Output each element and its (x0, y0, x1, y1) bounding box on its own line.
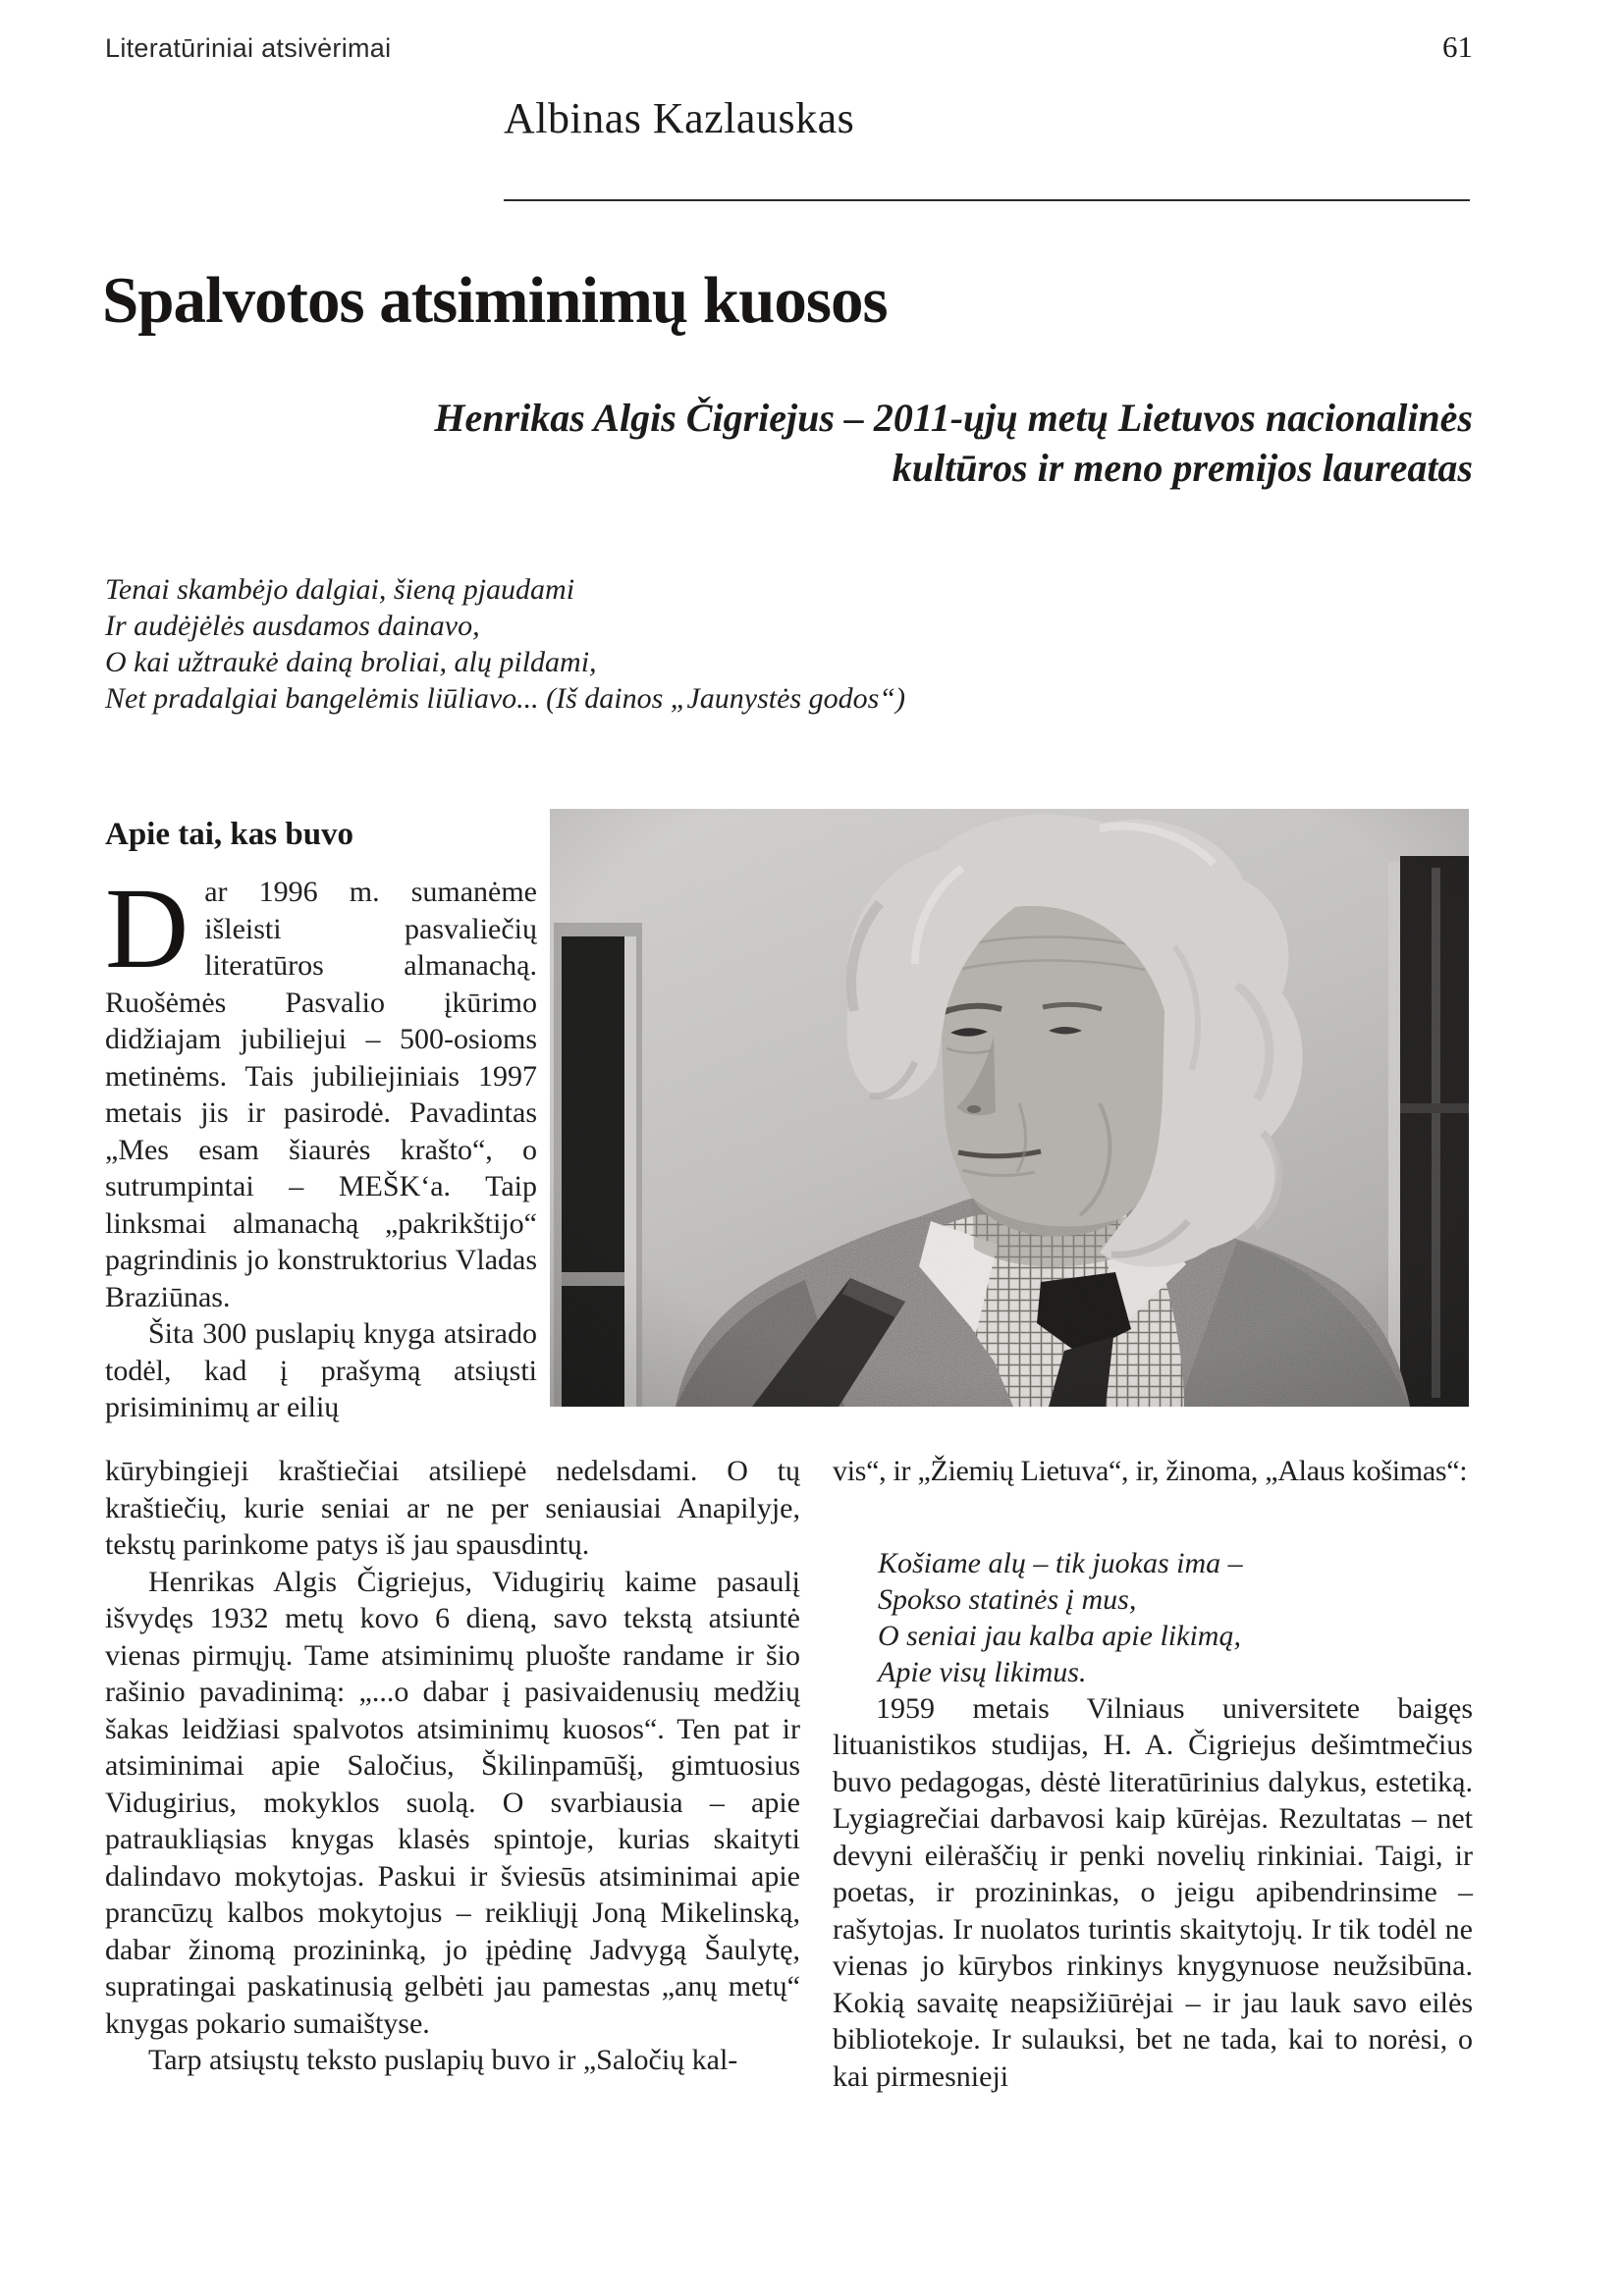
paragraph: Henrikas Algis Čigriejus, Vidugirių kaime pasaulį išvydęs 1932 metų kovo 6 dieną, savo tekstą atsiuntė vienas pirmųjų. Tame atsiminimų pluošte randame ir šio rašinio pavadinimą: „...o dabar į pasivaidenusių medžių šakas leidžiasi spalvotos atsiminimų kuosos“. Ten pat ir atsiminimai apie Saločius, Škilinpamūšį, gimtuosius Vidugirius, mokyklos suolą. O svarbiausia – apie patraukliąsias knygas klasės spintoje, kurias skaityti dalindavo mokytojas. Paskui ir šviesūs atsiminimai apie prancūzų kalbos mokytojus – reikliųjį Joną Mikelinską, dabar žinomą prozininką, jo įpėdinę Jadvygą Šaulytę, supratingai paskatinusią gelbėti jau pamestas „anų metų“ knygas pokario sumaištyse. (105, 1565, 800, 2040)
author-name: Albinas Kazlauskas (504, 94, 855, 142)
paragraph (105, 864, 537, 1315)
epigraph (105, 571, 989, 717)
verse-line: Apie visų likimus. (878, 1655, 1087, 1688)
column-right-lower (833, 1453, 1473, 2095)
subtitle-line: Henrikas Algis Čigriejus – 2011-ųjų metų Lietuvos nacionalinės (434, 396, 1473, 440)
verse-line: O seniai jau kalba apie likimą, (878, 1619, 1241, 1652)
paragraph: Šita 300 puslapių knyga atsirado todėl, kad į prašymą atsiųsti prisiminimų ar eilių (105, 1317, 537, 1423)
page-number: 61 (1442, 29, 1473, 64)
drop-cap: D (105, 864, 189, 992)
article-title: Spalvotos atsiminimų kuosos (102, 264, 888, 337)
epigraph-line: Net pradalgiai bangelėmis liūliavo... (Iš dainos „Jaunystės godos“) (105, 682, 905, 715)
column-left-lower (105, 1453, 800, 2079)
verse-line: Košiame alų – tik juokas ima – (878, 1546, 1243, 1579)
article-subtitle (196, 393, 1473, 493)
column-narrow (105, 864, 537, 1426)
paragraph-text: ar 1996 m. sumanėme išleisti pasvaliečių literatūros almanachą. Ruošėmės Pasvalio įkūrimo didžiajam jubiliejui – 500-osioms metinėms. Tais jubiliejiniais 1997 metais jis ir pasirodė. Pavadintas „Mes esam šiaurės krašto“, o sutrumpintai – MEŠK‘a. Taip linksmai almanachą „pakrikštijo“ pagrindinis jo konstruktorius Vladas Braziūnas. (105, 876, 537, 1313)
photo-vignette (550, 809, 1469, 1407)
portrait-photo (550, 809, 1469, 1407)
paragraph: vis“, ir „Žiemių Lietuva“, ir, žinoma, „Alaus košimas“: (833, 1455, 1468, 1487)
epigraph-line: Tenai skambėjo dalgiai, šieną pjaudami (105, 573, 575, 606)
portrait-photo-graphic (550, 809, 1469, 1407)
subtitle-line: kultūros ir meno premijos laureatas (892, 446, 1473, 490)
verse-line: Spokso statinės į mus, (878, 1582, 1137, 1616)
epigraph-line: O kai užtraukė dainą broliai, alų pildami, (105, 646, 597, 678)
verse-quote (878, 1545, 1473, 1690)
epigraph-line: Ir audėjėlės ausdamos dainavo, (105, 610, 480, 642)
paragraph: 1959 metais Vilniaus universitete baigęs lituanistikos studijas, H. A. Čigriejus dešimtmečius buvo pedagogas, dėstė literatūrinius dalykus, estetiką. Lygiagrečiai darbavosi kaip kūrėjas. Rezultatas – net devyni eilėraščių ir penki novelių rinkiniai. Taigi, ir poetas, ir prozininkas, o jeigu apibendrinsime – rašytojas. Ir nuolatos turintis skaitytojų. Ir tik todėl ne vienas jo kūrybos rinkinys knygynuose neužsibūna. Kokią savaitę neapsižiūrėjai – ir jau lauk savo eilės bibliotekoje. Ir sulauksi, bet ne tada, kai to norėsi, o kai pirmesnieji (833, 1691, 1473, 2093)
running-head: Literatūriniai atsivėrimai (105, 33, 392, 63)
section-heading: Apie tai, kas buvo (105, 817, 354, 852)
author-rule (504, 199, 1470, 201)
paragraph: Tarp atsiųstų teksto puslapių buvo ir „Saločių kal- (148, 2044, 738, 2076)
paragraph: kūrybingieji kraštiečiai atsiliepė nedelsdami. O tų kraštiečių, kurie seniai ar ne per seniausiai Anapilyje, tekstų parinkome patys iš jau spausdintų. (105, 1455, 800, 1561)
